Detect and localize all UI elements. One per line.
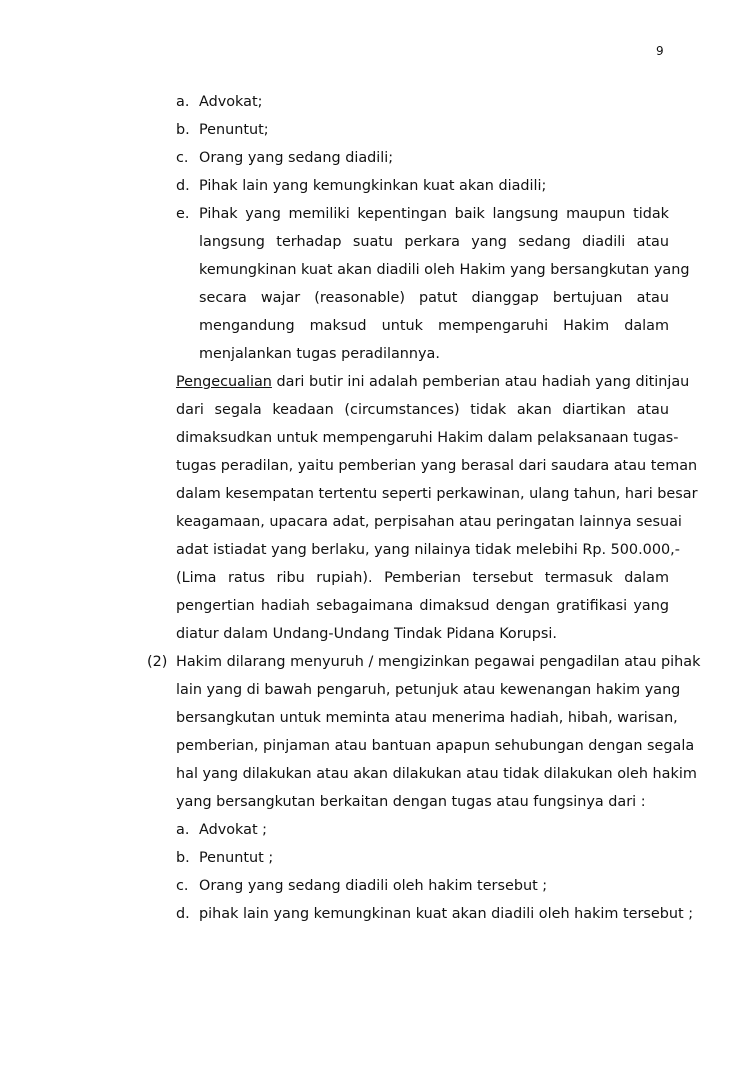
list-item-text: pihak lain yang kemungkinan kuat akan diadili oleh hakim tersebut ; [199, 906, 694, 922]
list-item [0, 900, 755, 928]
paragraph-text: dalam kesempatan tertentu seperti perkawinan, ulang tahun, hari besar [176, 486, 698, 502]
list-item-text: Penuntut ; [199, 850, 274, 866]
list-marker: b. [176, 122, 190, 138]
paragraph-text: bersangkutan untuk meminta atau menerima hadiah, hibah, warisan, [176, 710, 678, 726]
paragraph-line [0, 564, 755, 592]
list-item-text: Pihak yang memiliki kepentingan baik langsung maupun tidak [199, 206, 669, 222]
list-item-text: Advokat ; [199, 822, 268, 838]
paragraph-line [0, 648, 755, 676]
paragraph-line [0, 704, 755, 732]
paragraph-text: pengertian hadiah sebagaimana dimaksud dengan gratifikasi yang [176, 598, 669, 614]
paragraph-text: diatur dalam Undang-Undang Tindak Pidana Korupsi. [176, 626, 557, 642]
list-item-text: Penuntut; [199, 122, 269, 138]
list-item-text: Orang yang sedang diadili oleh hakim tersebut ; [199, 878, 548, 894]
list-item [0, 816, 755, 844]
list-item-text: kemungkinan kuat akan diadili oleh Hakim yang bersangkutan yang [199, 262, 690, 278]
paragraph-line [0, 676, 755, 704]
paragraph-text: pemberian, pinjaman atau bantuan apapun sehubungan dengan segala [176, 738, 695, 754]
list-item-line [0, 284, 755, 312]
clause-marker: (2) [147, 654, 168, 670]
list-marker: c. [176, 878, 189, 894]
list-item-line [0, 228, 755, 256]
list-item-text: secara wajar (reasonable) patut dianggap bertujuan atau [199, 290, 669, 306]
paragraph-text: adat istiadat yang berlaku, yang nilainya tidak melebihi Rp. 500.000,- [176, 542, 680, 558]
list-item [0, 844, 755, 872]
paragraph-line [0, 508, 755, 536]
paragraph-line [0, 536, 755, 564]
list-item [0, 88, 755, 116]
paragraph-text: Hakim dilarang menyuruh / mengizinkan pegawai pengadilan atau pihak [176, 654, 701, 670]
list-item [0, 116, 755, 144]
list-item-line [0, 340, 755, 368]
paragraph-line [0, 760, 755, 788]
paragraph-text: dari segala keadaan (circumstances) tidak akan diartikan atau [176, 402, 669, 418]
paragraph-text: tugas peradilan, yaitu pemberian yang berasal dari saudara atau teman [176, 458, 698, 474]
list-item [0, 144, 755, 172]
paragraph-text: keagamaan, upacara adat, perpisahan atau peringatan lainnya sesuai [176, 514, 682, 530]
paragraph-text: dimaksudkan untuk mempengaruhi Hakim dalam pelaksanaan tugas- [176, 430, 679, 446]
page-number: 9 [656, 44, 664, 58]
paragraph-line [0, 396, 755, 424]
list-item-text: langsung terhadap suatu perkara yang sedang diadili atau [199, 234, 669, 250]
list-item-text: Orang yang sedang diadili; [199, 150, 394, 166]
paragraph-text: lain yang di bawah pengaruh, petunjuk atau kewenangan hakim yang [176, 682, 681, 698]
paragraph-text: yang bersangkutan berkaitan dengan tugas atau fungsinya dari : [176, 794, 646, 810]
list-item-text: Pihak lain yang kemungkinkan kuat akan diadili; [199, 178, 547, 194]
paragraph-line [0, 424, 755, 452]
paragraph-line [0, 480, 755, 508]
list-marker: d. [176, 906, 190, 922]
paragraph-line [0, 788, 755, 816]
list-item-text: menjalankan tugas peradilannya. [199, 346, 440, 362]
underlined-term: Pengecualian [176, 374, 272, 390]
list-marker: e. [176, 206, 190, 222]
list-item [0, 872, 755, 900]
paragraph-line [0, 452, 755, 480]
list-marker: b. [176, 850, 190, 866]
list-item-line [0, 256, 755, 284]
paragraph-line [0, 732, 755, 760]
list-marker: a. [176, 94, 190, 110]
list-marker: a. [176, 822, 190, 838]
list-item-text: Advokat; [199, 94, 263, 110]
paragraph-line [0, 620, 755, 648]
paragraph-text: dari butir ini adalah pemberian atau hadiah yang ditinjau [276, 374, 690, 390]
list-marker: c. [176, 150, 189, 166]
list-item-text: mengandung maksud untuk mempengaruhi Hakim dalam [199, 318, 669, 334]
paragraph-line [0, 368, 755, 396]
list-item-line [0, 312, 755, 340]
paragraph-line [0, 592, 755, 620]
paragraph-text: hal yang dilakukan atau akan dilakukan atau tidak dilakukan oleh hakim [176, 766, 697, 782]
list-item-line [0, 200, 755, 228]
list-item [0, 172, 755, 200]
list-marker: d. [176, 178, 190, 194]
paragraph-text: (Lima ratus ribu rupiah). Pemberian tersebut termasuk dalam [176, 570, 669, 586]
